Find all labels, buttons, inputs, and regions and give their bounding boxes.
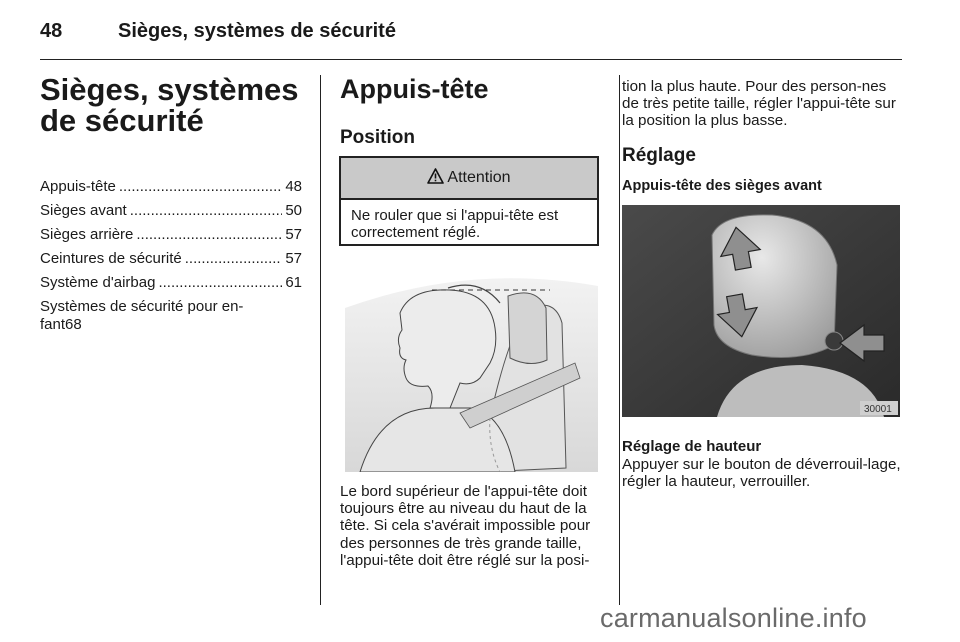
table-of-contents (40, 178, 302, 334)
chapter-title: Sièges, systèmes de sécurité (40, 72, 299, 138)
toc-leader (119, 178, 282, 196)
toc-entry-page: 61 (285, 274, 302, 291)
warning-header (341, 158, 597, 200)
adjust-title: Réglage (622, 145, 696, 166)
toc-entry-page: 50 (285, 202, 302, 219)
headrest-position-illustration (340, 268, 602, 472)
height-adjust-title: Réglage de hauteur (622, 438, 762, 455)
toc-entry-page: 57 (285, 250, 302, 267)
section-title: Appuis-tête (340, 74, 489, 104)
toc-entry[interactable] (40, 202, 302, 220)
toc-entry-label: Système d'airbag (40, 274, 156, 291)
warning-box (339, 156, 599, 246)
watermark: carmanualsonline.info (600, 603, 867, 633)
warning-text: Ne rouler que si l'appui-tête est correctement réglé. (351, 207, 559, 241)
page-number: 48 (40, 20, 63, 42)
header-rule (40, 59, 902, 60)
toc-leader (130, 202, 283, 220)
toc-entry-page: 68 (65, 316, 82, 333)
running-header-title: Sièges, systèmes de sécurité (118, 20, 396, 42)
headrest-adjust-photo (622, 205, 900, 417)
height-adjust-text: Appuyer sur le bouton de déverrouil-lage, régler la hauteur, verrouiller. (622, 456, 901, 491)
toc-entry[interactable] (40, 250, 302, 268)
toc-entry[interactable] (40, 178, 302, 196)
middle-paragraph: Le bord supérieur de l'appui-tête doit toujours être au niveau du haut de la tête. Si cela s'avérait impossible pour des personnes de très grande taille, l'appui-tête doit être réglé sur la posi- (340, 483, 591, 569)
toc-entry-page: 57 (285, 226, 302, 243)
toc-entry-label: Sièges avant (40, 202, 127, 219)
subsection-title: Position (340, 127, 415, 148)
column-divider-right (619, 75, 620, 605)
toc-entry[interactable] (40, 226, 302, 244)
toc-entry-label: Systèmes de sécurité pour en- (40, 298, 244, 315)
toc-entry-label: Sièges arrière (40, 226, 134, 243)
toc-entry-label-cont: fant (40, 316, 66, 333)
toc-entry-page: 48 (285, 178, 302, 195)
warning-triangle-icon (427, 168, 444, 189)
toc-leader (136, 226, 282, 244)
toc-entry-label: Ceintures de sécurité (40, 250, 182, 267)
toc-leader (158, 274, 282, 292)
right-paragraph-continued: tion la plus haute. Pour des person-nes de très petite taille, régler l'appui-tête sur la position la plus basse. (622, 78, 896, 130)
figure-code: 30001 (864, 404, 892, 415)
warning-title: Attention (447, 169, 511, 186)
toc-entry[interactable] (40, 298, 302, 334)
front-headrests-title: Appuis-tête des sièges avant (622, 178, 822, 194)
toc-leader (185, 250, 283, 268)
toc-entry-label: Appuis-tête (40, 178, 116, 195)
column-divider-left (320, 75, 321, 605)
toc-entry[interactable] (40, 274, 302, 292)
